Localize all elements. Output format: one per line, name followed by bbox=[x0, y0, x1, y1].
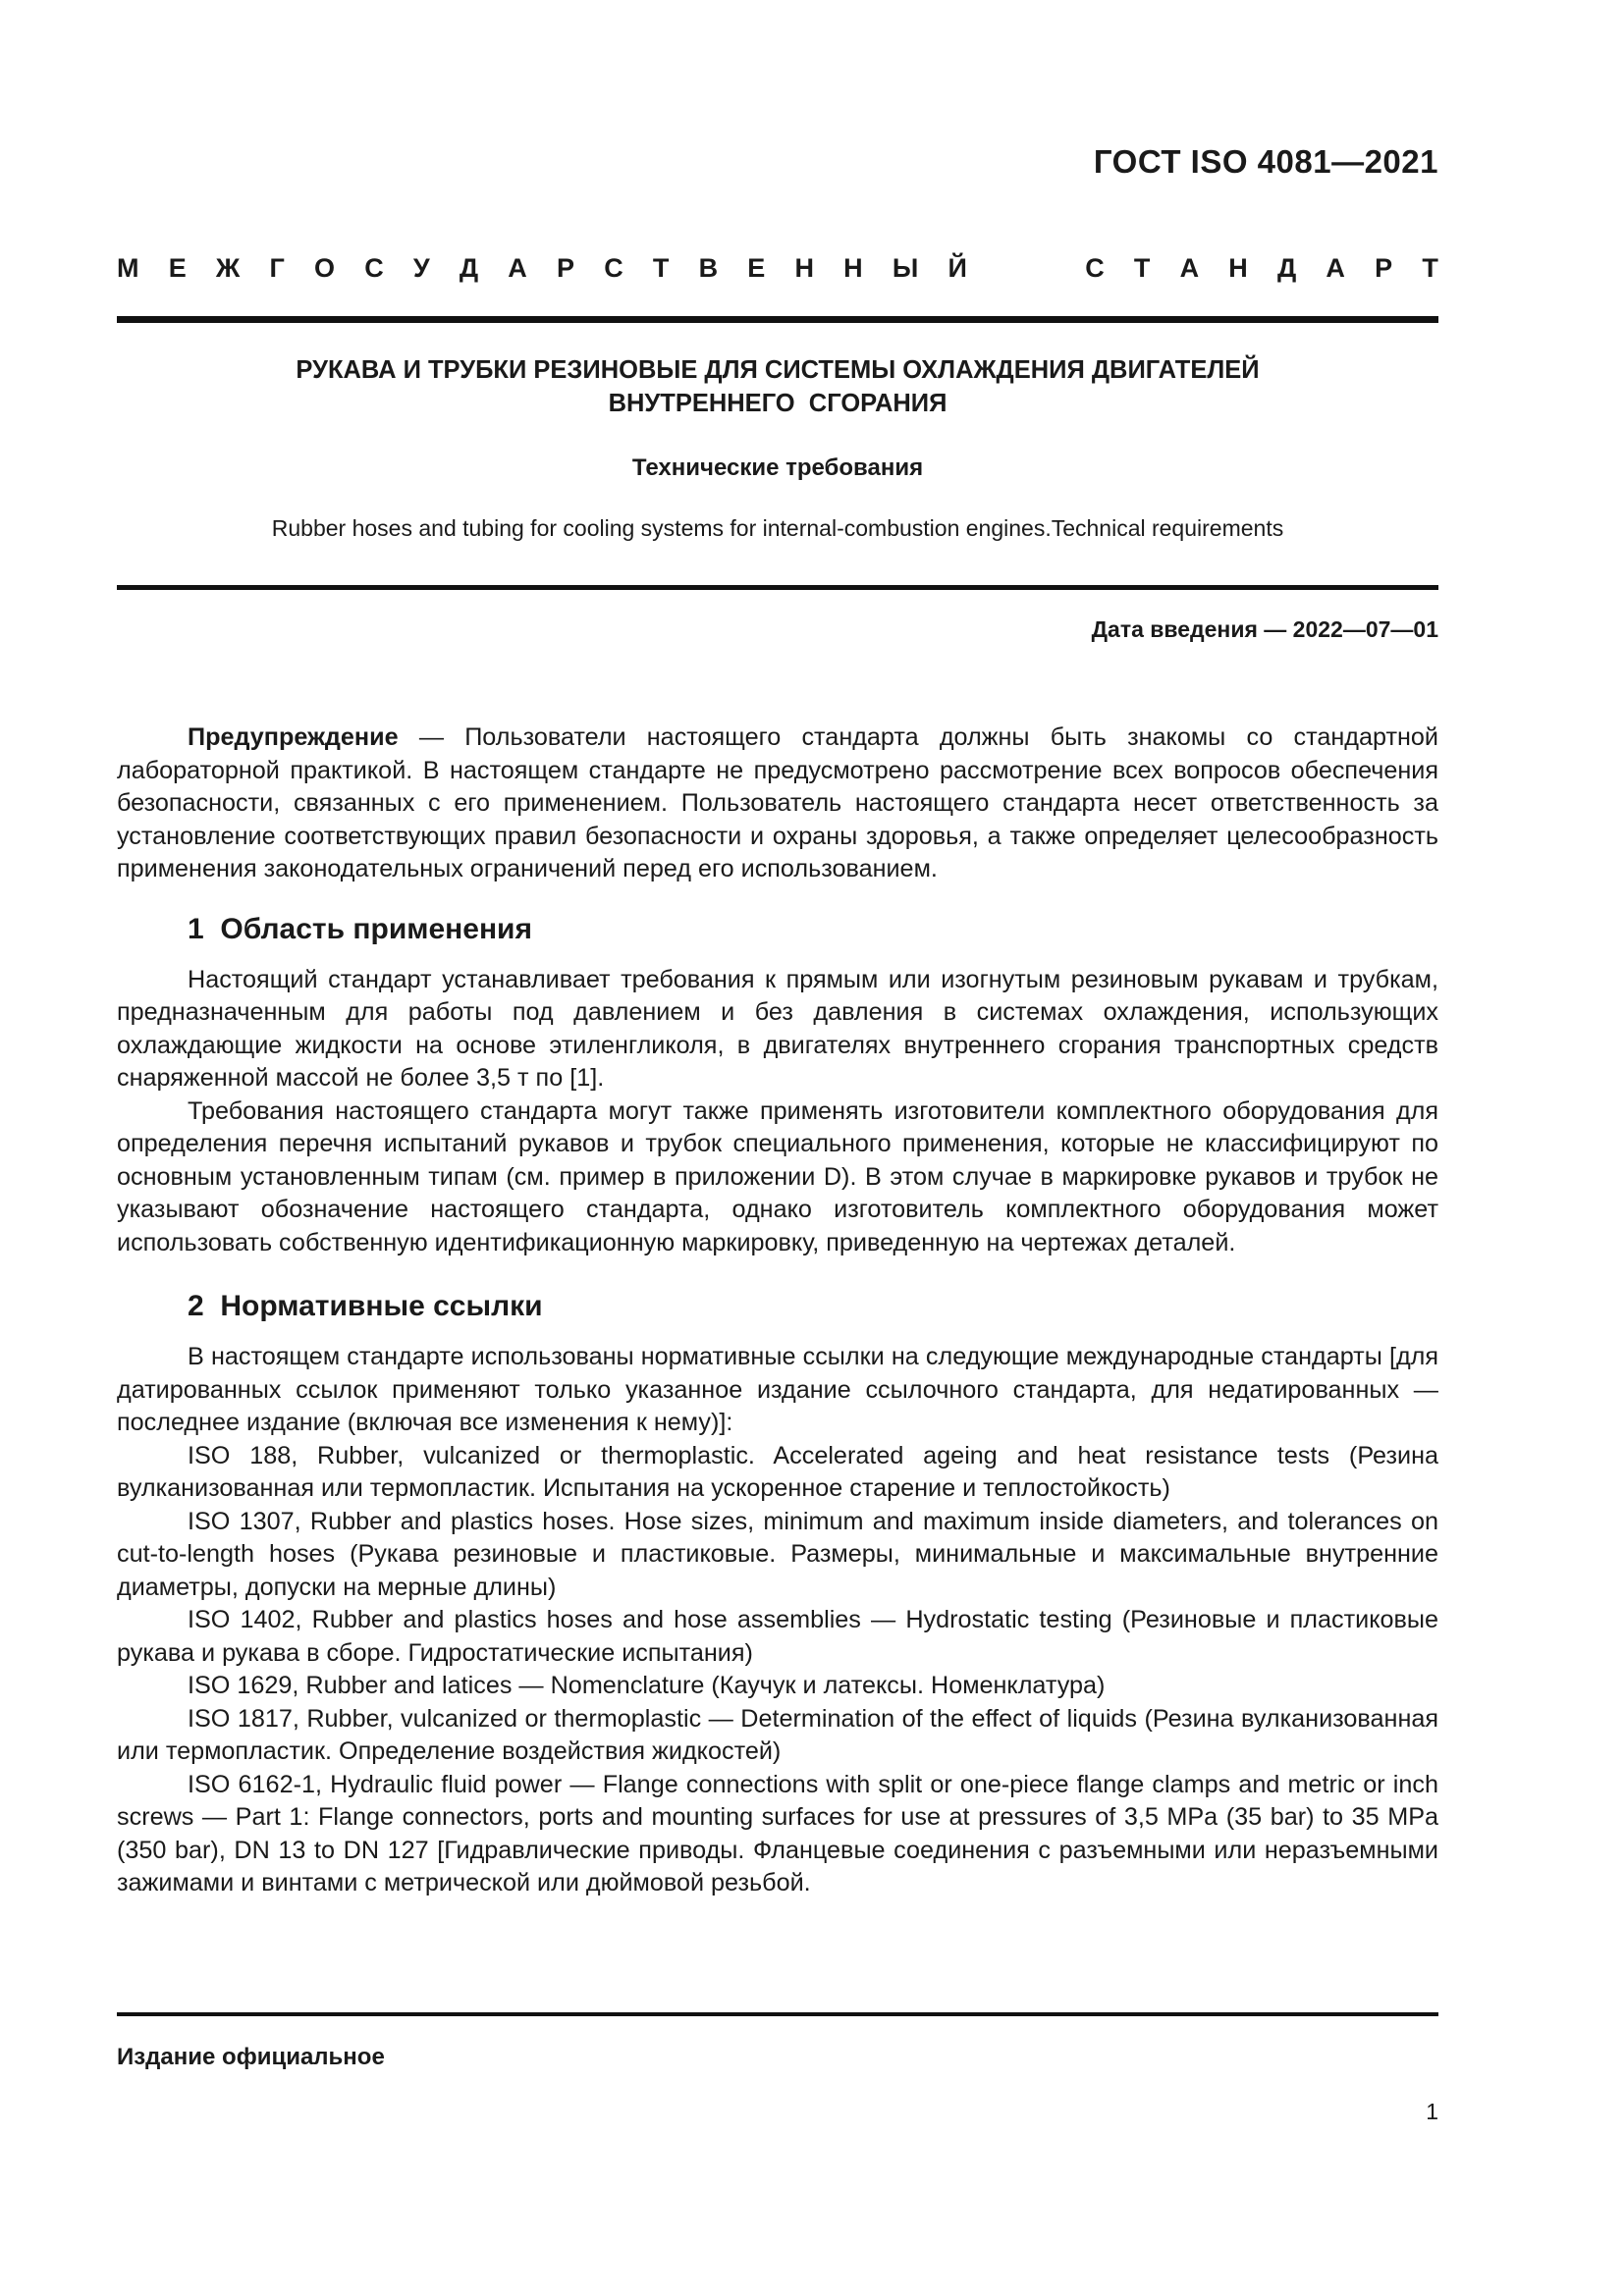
document-title bbox=[117, 353, 1438, 420]
document-code: ГОСТ ISO 4081—2021 bbox=[1093, 143, 1438, 180]
title-line-2: ВНУТРЕННЕГО СГОРАНИЯ bbox=[608, 390, 947, 417]
paragraph: В настоящем стандарте использованы нормативные ссылки на следующие международные стандарты [для датированных ссылок применяют только указанное издание ссылочного стандарта, для недатированных — последнее издание (включая все изменения к нему)]: bbox=[117, 1343, 1438, 1436]
standard-type-letter: Г bbox=[269, 253, 285, 283]
paragraph: Требования настоящего стандарта могут также применять изготовители комплектного оборудования для определения перечня испытаний рукавов и трубок специального применения, которые не классифицируют по основным установленным типам (см. пример в приложении D). В этом случае в маркировке рукавов и трубок не указывают обозначение настоящего стандарта, однако изготовитель комплектного оборудования может использовать собственную идентификационную маркировку, приведенную на чертежах деталей. bbox=[117, 1096, 1438, 1256]
warning-paragraph bbox=[117, 721, 1438, 886]
word-gap bbox=[997, 253, 1056, 289]
document-page bbox=[117, 0, 1438, 2296]
footer-divider bbox=[117, 2012, 1438, 2016]
standard-type-letter: М bbox=[117, 253, 139, 283]
page-number: 1 bbox=[1426, 2099, 1438, 2124]
document-subtitle: Технические требования bbox=[631, 454, 924, 481]
section-heading-normative-references: 2 Нормативные ссылки bbox=[188, 1290, 543, 1322]
standard-type-letter: Е bbox=[168, 253, 187, 283]
standard-type-letter: Т bbox=[652, 253, 670, 283]
standard-type-letter: Р bbox=[1375, 253, 1393, 283]
standard-type-letter: С bbox=[604, 253, 623, 283]
paragraph: Настоящий стандарт устанавливает требования к прямым или изогнутым резиновым рукавам и трубкам, предназначенным для работы под давлением и без давления в системах охлаждения, использующих охлаждающие жидкости на основе этиленгликоля, в двигателях внутреннего сгорания транспортных средств снаряженной массой не более 3,5 т по [1]. bbox=[117, 965, 1438, 1092]
standard-type-letter: С bbox=[364, 253, 384, 283]
standard-type-letter: Ж bbox=[215, 253, 241, 283]
standard-type-letter: А bbox=[1326, 253, 1345, 283]
document-body bbox=[117, 721, 1438, 1900]
standard-type-letter: Д bbox=[459, 253, 479, 283]
reference-item: ISO 6162-1, Hydraulic fluid power — Flange connections with split or one-piece flange clamps and metric or inch screws — Part 1: Flange connectors, ports and mounting surfaces for use at pressures of 3,5 MPa (35 bar) to 35 MPa (350 bar), DN 13 to DN 127 [Гидравлические приводы. Фланцевые соединения с разъемными или неразъемными зажимами и винтами с метрической или дюймовой резьбой. bbox=[117, 1770, 1438, 1896]
standard-type-letter: Ы bbox=[892, 253, 919, 283]
standard-type-letter: А bbox=[508, 253, 527, 283]
introduction-date: Дата введения — 2022—07—01 bbox=[1091, 616, 1438, 642]
standard-type-letter: Р bbox=[556, 253, 574, 283]
reference-item: ISO 1307, Rubber and plastics hoses. Hose sizes, minimum and maximum inside diameters, and tolerances on cut-to-length hoses (Рукава резиновые и пластиковые. Размеры, минимальные и максимальные внутренние диаметры, допуски на мерные длины) bbox=[117, 1507, 1438, 1601]
standard-type-letter: Д bbox=[1276, 253, 1297, 283]
standard-type-heading bbox=[117, 253, 1438, 289]
standard-type-letter: В bbox=[698, 253, 719, 283]
standard-type-letter: О bbox=[313, 253, 335, 283]
official-edition-label: Издание официальное bbox=[117, 2044, 385, 2070]
header-divider bbox=[117, 316, 1438, 323]
warning-label: Предупреждение bbox=[188, 723, 399, 751]
standard-type-letter: Е bbox=[747, 253, 766, 283]
standard-type-letter: Н bbox=[794, 253, 814, 283]
standard-type-letter: С bbox=[1085, 253, 1105, 283]
reference-item: ISO 188, Rubber, vulcanized or thermoplastic. Accelerated ageing and heat resistance tests (Резина вулканизованная или термопластик. Испытания на ускоренное старение и теплостойкость) bbox=[117, 1441, 1438, 1502]
standard-type-letter: У bbox=[412, 253, 430, 283]
standard-type-letter: Т bbox=[1133, 253, 1151, 283]
reference-item: ISO 1817, Rubber, vulcanized or thermoplastic — Determination of the effect of liquids (Резина вулканизованная или термопластик. Определение воздействия жидкостей) bbox=[117, 1704, 1438, 1765]
standard-type-letter: Т bbox=[1422, 253, 1438, 283]
reference-item: ISO 1402, Rubber and plastics hoses and hose assemblies — Hydrostatic testing (Резиновые и пластиковые рукава и рукава в сборе. Гидростатические испытания) bbox=[117, 1606, 1438, 1667]
standard-type-letter: А bbox=[1179, 253, 1200, 283]
standard-type-letter: Й bbox=[947, 253, 967, 283]
section-heading-scope: 1 Область применения bbox=[188, 912, 533, 945]
standard-type-letter: Н bbox=[843, 253, 863, 283]
title-divider bbox=[117, 585, 1438, 590]
standard-type-letter: Н bbox=[1228, 253, 1248, 283]
title-line-1: РУКАВА И ТРУБКИ РЕЗИНОВЫЕ ДЛЯ СИСТЕМЫ ОХЛАЖДЕНИЯ ДВИГАТЕЛЕЙ bbox=[296, 356, 1260, 384]
warning-text: — Пользователи настоящего стандарта должны быть знакомы со стандартной лабораторной практикой. В настоящем стандарте не предусмотрено рассмотрение всех вопросов обеспечения безопасности, связанных с его применением. Пользователь настоящего стандарта несет ответственность за установление соответствующих правил безопасности и охраны здоровья, а также определяет целесообразность применения законодательных ограничений перед его использованием. bbox=[117, 723, 1438, 882]
english-title: Rubber hoses and tubing for cooling systems for internal-combustion engines.Technical requirements bbox=[271, 515, 1284, 541]
reference-item: ISO 1629, Rubber and latices — Nomenclature (Каучук и латексы. Номенклатура) bbox=[188, 1672, 1106, 1699]
